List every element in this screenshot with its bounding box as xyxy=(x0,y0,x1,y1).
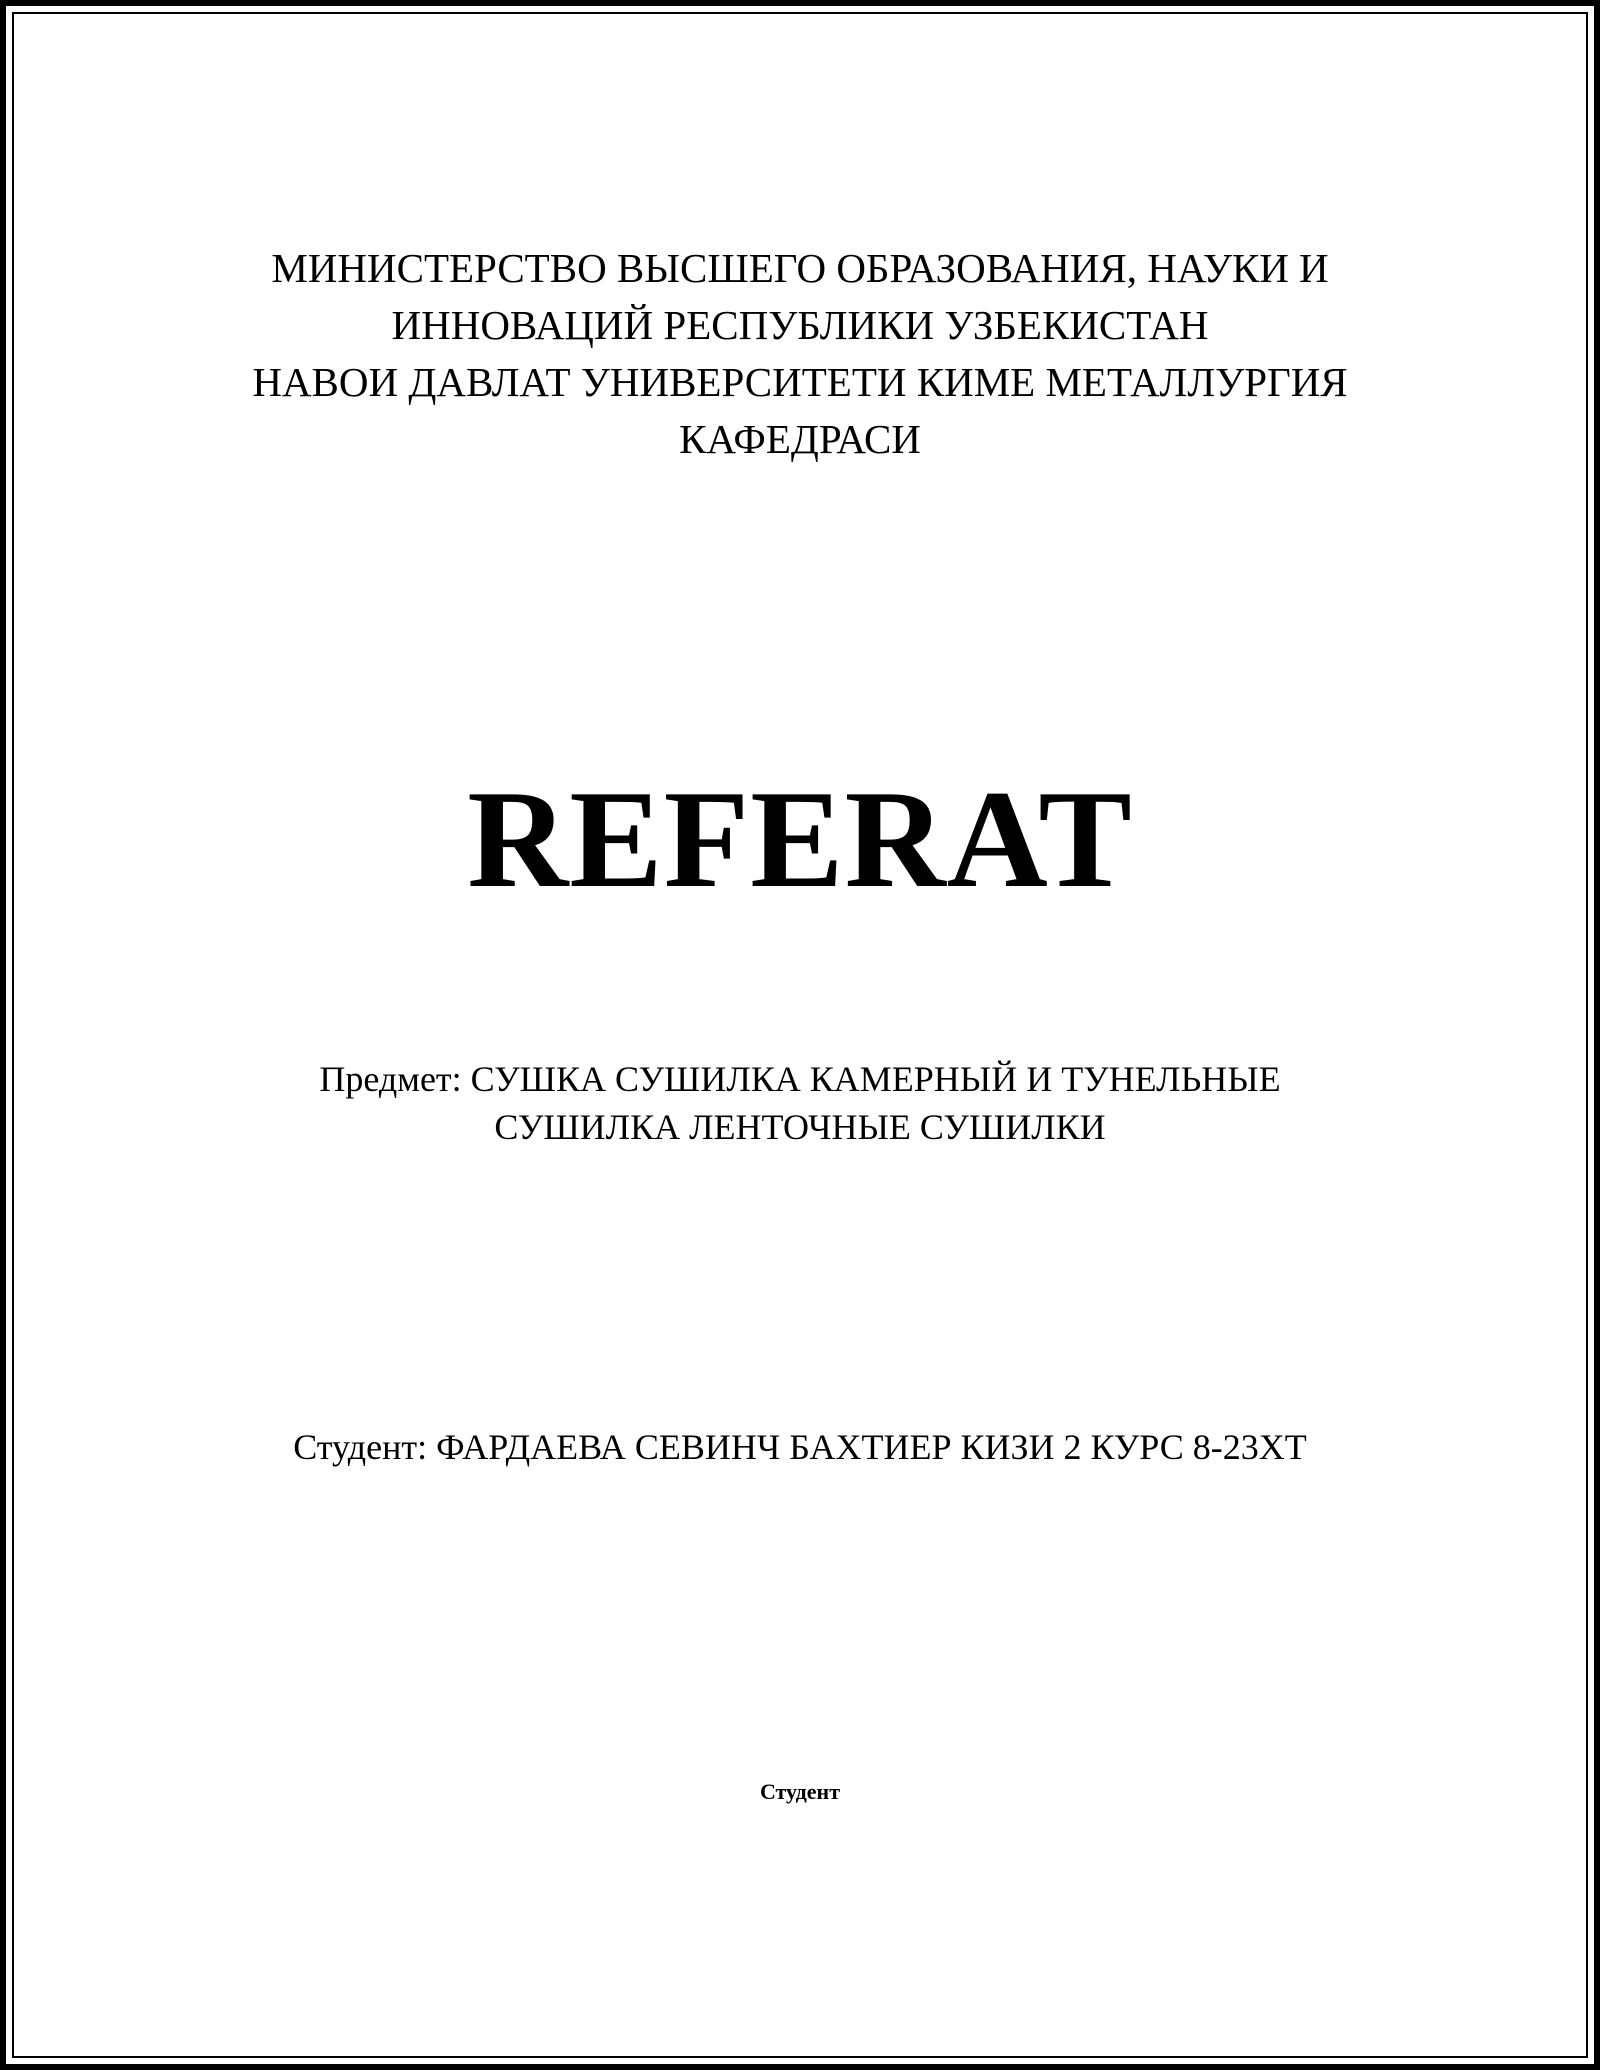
document-title: REFERAT xyxy=(467,762,1133,917)
header-line-3: НАВОИ ДАВЛАТ УНИВЕРСИТЕТИ КИМЕ МЕТАЛЛУРГИЯ xyxy=(252,359,1348,405)
header-line-4: КАФЕДРАСИ xyxy=(679,416,921,462)
student-info: Студент: ФАРДАЕВА СЕВИНЧ БАХТИЕР КИЗИ 2 КУРС 8-23ХТ xyxy=(293,1427,1307,1467)
subject-line-1: Предмет: СУШКА СУШИЛКА КАМЕРНЫЙ И ТУНЕЛЬНЫЕ xyxy=(319,1059,1281,1099)
header-line-1: МИНИСТЕРСТВО ВЫСШЕГО ОБРАЗОВАНИЯ, НАУКИ И xyxy=(271,245,1329,291)
subject-block xyxy=(0,1055,1600,1151)
subject-line-2: СУШИЛКА ЛЕНТОЧНЫЕ СУШИЛКИ xyxy=(494,1107,1106,1147)
institution-header xyxy=(0,240,1600,468)
footer-student-label: Студент xyxy=(759,1779,841,1804)
header-line-2: ИННОВАЦИЙ РЕСПУБЛИКИ УЗБЕКИСТАН xyxy=(391,302,1209,348)
